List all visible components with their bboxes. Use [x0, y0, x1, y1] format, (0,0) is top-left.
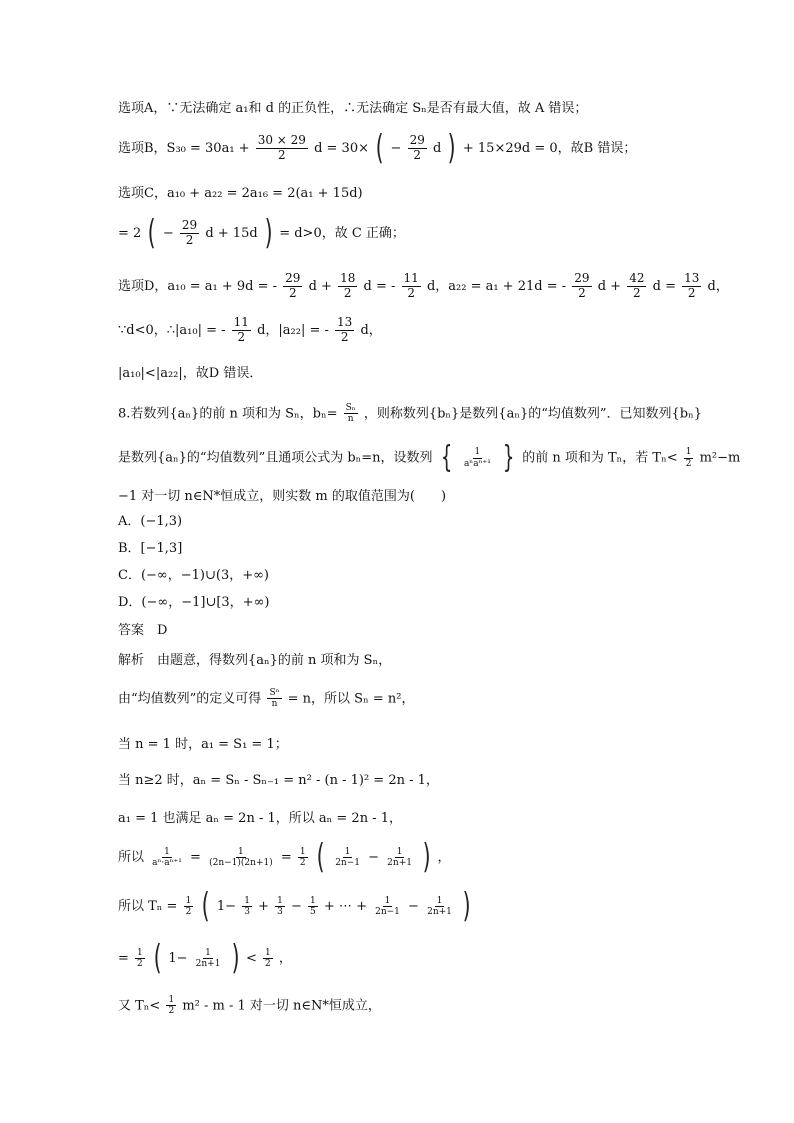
s8end: ，: [278, 951, 292, 967]
d-mid: d，a₂₂ = a₁ + 21d = -: [426, 278, 567, 294]
numerator: 13: [337, 315, 353, 329]
numerator: 1: [474, 447, 481, 458]
denominator: 2: [278, 147, 286, 162]
option-d-line1: [118, 272, 729, 301]
s2a: 由“均值数列”的定义可得: [118, 691, 262, 707]
denominator: aⁿ·aⁿ⁺¹: [152, 858, 182, 869]
denominator: 2n−1: [335, 858, 360, 869]
numerator: 42: [629, 271, 645, 285]
right-brace: }: [502, 440, 515, 475]
solution-line9: [118, 995, 381, 1017]
numerator: 29: [574, 271, 590, 285]
answer-line: 答案 D: [118, 623, 168, 638]
left-paren: (: [316, 837, 325, 877]
fraction: [385, 847, 414, 869]
fraction: [180, 219, 199, 248]
d2-prefix: ∵d<0，∴|a₁₀| = -: [118, 322, 226, 338]
b-inner-d: d: [433, 140, 442, 156]
numerator: 1: [310, 895, 316, 906]
fraction: [462, 447, 493, 469]
s2b: = n，所以 Sₙ = n²，: [287, 691, 415, 707]
s7inner: 1−: [216, 899, 237, 915]
denominator: 2n+1: [387, 858, 412, 869]
s9b: m² - m - 1 对一切 n∈N*恒成立，: [182, 998, 381, 1014]
solution-line7: [118, 886, 473, 926]
choice-b: B．[−1,3]: [118, 541, 183, 556]
numerator: 1: [137, 947, 143, 958]
denominator: 2: [168, 1006, 175, 1017]
fraction: [166, 995, 176, 1017]
q1a: 8.若数列{aₙ}的前 n 项和为 Sₙ，bₙ=: [118, 406, 338, 422]
d-mid: d +: [597, 278, 622, 294]
solution-line4: 当 n≥2 时，aₙ = Sₙ - Sₙ₋₁ = n² - (n - 1)² = 2n - 1，: [118, 773, 439, 788]
solution-line6: [118, 837, 451, 877]
numerator: 1: [205, 947, 211, 958]
denominator: 2: [413, 147, 422, 162]
numerator: 1: [244, 895, 250, 906]
question-line1: [118, 403, 702, 425]
fraction: [242, 896, 252, 918]
numerator: 13: [684, 271, 700, 285]
numerator: 1: [384, 895, 391, 906]
left-paren: (: [148, 212, 157, 253]
fraction: [627, 272, 646, 301]
d-mid: d =: [652, 278, 676, 294]
fraction: [333, 847, 362, 869]
denominator: 2: [578, 285, 586, 300]
d-mid: d +: [308, 278, 332, 294]
option-c-line1: 选项C，a₁₀ + a₂₂ = 2a₁₆ = 2(a₁ + 15d): [118, 186, 363, 201]
equals: =: [280, 850, 292, 866]
fraction: [263, 948, 273, 970]
denominator: 2n+1: [427, 907, 452, 918]
fraction: [408, 134, 427, 163]
fraction: [256, 134, 308, 163]
s6end: ，: [437, 850, 451, 866]
plus: +: [258, 899, 269, 915]
d-mid: d = -: [363, 278, 396, 294]
right-paren: ): [264, 212, 273, 253]
denominator: 2: [288, 285, 297, 300]
solution-line5: a₁ = 1 也满足 aₙ = 2n - 1，所以 aₙ = 2n - 1，: [118, 811, 402, 826]
denominator: (2n−1)(2n+1): [209, 858, 273, 869]
dots: + ⋯ +: [323, 899, 367, 915]
d-end: d，: [707, 278, 729, 294]
fraction: [402, 272, 421, 301]
option-c-line2: [118, 212, 405, 253]
numerator: 1: [238, 846, 244, 857]
numerator: 18: [340, 271, 356, 285]
option-d-line2: [118, 316, 382, 345]
less-than: <: [245, 951, 257, 967]
question-line2: [118, 440, 741, 475]
fraction: [308, 896, 318, 918]
s6a: 所以: [118, 850, 145, 866]
solution-line2: [118, 688, 414, 710]
denominator: 2: [633, 285, 641, 300]
minus: −: [162, 225, 174, 241]
denominator: 2: [685, 458, 692, 469]
fraction: [338, 272, 357, 301]
denominator: n: [347, 414, 354, 425]
c-prefix: = 2: [118, 225, 142, 241]
numerator: 1: [185, 895, 192, 906]
fraction: [267, 688, 281, 710]
solution-line1: 解析 由题意，得数列{aₙ}的前 n 项和为 Sₙ，: [118, 653, 392, 668]
numerator: 29: [409, 133, 425, 147]
fraction: [207, 847, 275, 869]
fraction: [298, 847, 308, 869]
fraction: [572, 272, 591, 301]
denominator: 2: [299, 858, 306, 869]
minus: −: [290, 899, 302, 915]
d-prefix: 选项D，a₁₀ = a₁ + 9d = -: [118, 278, 278, 294]
fraction: [150, 847, 184, 869]
s7a: 所以 Tₙ =: [118, 899, 178, 915]
fraction: [283, 272, 302, 301]
denominator: 2: [137, 959, 143, 970]
denominator: 2: [340, 329, 349, 344]
fraction: [275, 896, 285, 918]
denominator: 2: [185, 232, 194, 247]
denominator: 2: [185, 907, 192, 918]
fraction: [682, 272, 701, 301]
q2c: m²−m: [699, 450, 741, 466]
numerator: 1: [265, 947, 271, 958]
right-paren: ): [462, 886, 471, 926]
equals: =: [118, 951, 129, 967]
option-d-line3: |a₁₀|<|a₂₂|，故D 错误．: [118, 366, 263, 381]
d2-end: d，: [360, 322, 382, 338]
option-b-analysis: [118, 127, 637, 168]
denominator: aⁿaⁿ⁺¹: [463, 458, 491, 469]
numerator: 11: [403, 271, 419, 285]
left-brace: {: [440, 440, 452, 475]
numerator: 29: [181, 218, 198, 232]
fraction: [232, 316, 251, 345]
s9a: 又 Tₙ<: [118, 998, 161, 1014]
right-paren: ): [422, 837, 431, 877]
minus: −: [368, 850, 380, 866]
solution-line8: [118, 938, 292, 978]
denominator: 3: [277, 907, 283, 918]
numerator: 1: [344, 846, 351, 857]
denominator: 2: [343, 285, 352, 300]
right-paren: ): [231, 938, 240, 978]
numerator: 1: [436, 895, 443, 906]
fraction: [135, 948, 145, 970]
denominator: 3: [244, 907, 250, 918]
b-suffix: + 15×29d = 0，故B 错误；: [462, 140, 637, 156]
fraction: [344, 403, 358, 425]
choice-d: D．(−∞，−1]∪[3，+∞): [118, 595, 270, 610]
denominator: 2n+1: [195, 959, 221, 970]
numerator: 29: [285, 271, 301, 285]
right-paren: ): [448, 127, 457, 168]
b-prefix: 选项B，S₃₀ = 30a₁ +: [118, 140, 254, 156]
d2-mid: d，|a₂₂| = -: [257, 322, 329, 338]
c-inner: d + 15d: [205, 225, 258, 241]
c-suffix: = d>0，故 C 正确；: [279, 225, 405, 241]
denominator: 2: [687, 285, 696, 300]
solution-line3: 当 n = 1 时，a₁ = S₁ = 1；: [118, 737, 288, 752]
numerator: Sⁿ: [269, 688, 280, 698]
fraction: [684, 447, 694, 469]
fraction: [425, 896, 454, 918]
left-paren: (: [202, 886, 211, 926]
denominator: n: [271, 699, 278, 710]
minus: −: [408, 899, 419, 915]
numerator: 1: [277, 895, 283, 906]
choice-c: C．(−∞，−1)∪(3，+∞): [118, 568, 270, 583]
numerator: 30 × 29: [257, 133, 306, 147]
q2a: 是数列{aₙ}的“均值数列”且通项公式为 bₙ=n，设数列: [118, 450, 433, 466]
numerator: 1: [168, 995, 175, 1005]
fraction: [184, 896, 194, 918]
b-mid: d = 30×: [314, 140, 369, 156]
fraction: [335, 316, 354, 345]
numerator: Sₙ: [345, 403, 356, 413]
left-paren: (: [375, 127, 384, 168]
equals: =: [190, 850, 201, 866]
q1b: ，则称数列{bₙ}是数列{aₙ}的“均值数列”．已知数列{bₙ}: [363, 406, 702, 422]
b-inner-minus: −: [390, 140, 402, 156]
numerator: 11: [233, 315, 249, 329]
option-a-analysis: 选项A，∵无法确定 a₁和 d 的正负性，∴无法确定 Sₙ是否有最大值，故 A 错误；: [118, 101, 588, 116]
fraction: [194, 948, 223, 970]
denominator: 5: [310, 907, 316, 918]
q2b: 的前 n 项和为 Tₙ，若 Tₙ<: [522, 450, 678, 466]
numerator: 1: [396, 846, 403, 857]
denominator: 2: [407, 285, 415, 300]
numerator: 1: [299, 846, 306, 857]
numerator: 1: [164, 846, 170, 857]
denominator: 2: [265, 959, 271, 970]
left-paren: (: [153, 938, 162, 978]
numerator: 1: [685, 447, 692, 458]
denominator: 2n−1: [375, 907, 400, 918]
choice-a: A．(−1,3): [118, 514, 183, 529]
s8inner: 1−: [168, 951, 188, 967]
denominator: 2: [237, 329, 246, 344]
question-line3: −1 对一切 n∈N*恒成立，则实数 m 的取值范围为( ): [118, 489, 447, 504]
fraction: [373, 896, 402, 918]
